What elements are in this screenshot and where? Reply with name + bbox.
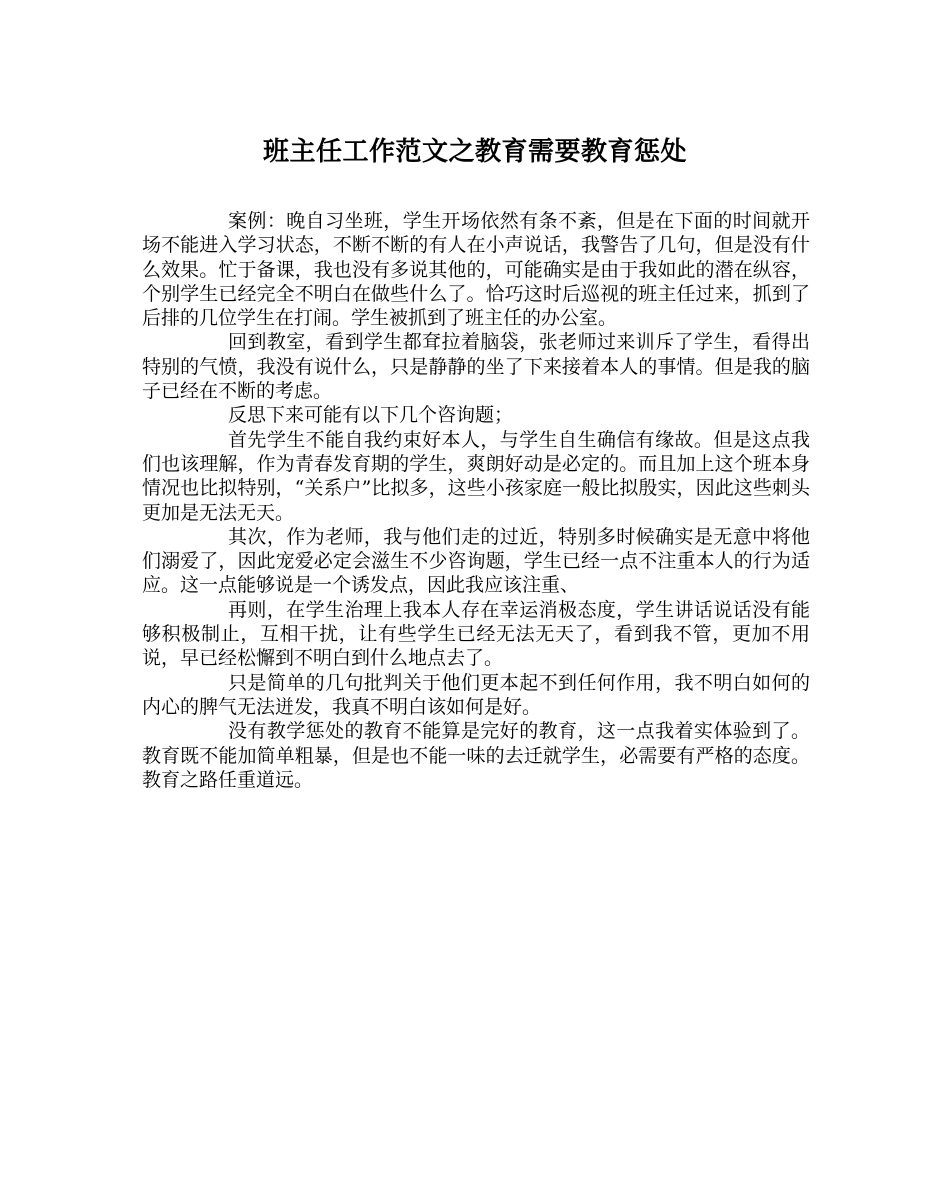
paragraph-case: 案例：晚自习坐班，学生开场依然有条不紊，但是在下面的时间就开场不能进入学习状态，不断不断的有人在小声说话，我警告了几句，但是没有什么效果。忙于备课，我也没有多说其他的，可能确实是由于我如此的潜在纵容，个别学生已经完全不明白在做些什么了。恰巧这时后巡视的班主任过来，抓到了后排的几位学生在打闹。学生被抓到了班主任的办公室。 [142, 210, 810, 330]
paragraph-return-classroom: 回到教室，看到学生都耷拉着脑袋，张老师过来训斥了学生，看得出特别的气愤，我没有说什么，只是静静的坐了下来接着本人的事情。但是我的脑子已经在不断的考虑。 [142, 331, 810, 403]
paragraph-first-reason: 首先学生不能自我约束好本人，与学生自生确信有缘故。但是这点我们也该理解，作为青春发育期的学生，爽朗好动是必定的。而且加上这个班本身情况也比拟特别，“关系户”比拟多，这些小孩家庭一般比拟殷实，因此这些刺头更加是无法无天。 [142, 428, 810, 524]
paragraph-conclusion: 没有教学惩处的教育不能算是完好的教育，这一点我着实体验到了。教育既不能加简单粗暴，但是也不能一味的去迁就学生，必需要有严格的态度。教育之路任重道远。 [142, 720, 810, 791]
document-title: 班主任工作范文之教育需要教育惩处 [262, 137, 687, 167]
paragraph-criticism: 只是简单的几句批判关于他们更本起不到任何作用，我不明白如何的内心的脾气无法迸发，我真不明白该如何是好。 [142, 671, 810, 718]
paragraph-third-reason: 再则，在学生治理上我本人存在幸运消极态度，学生讲话说话没有能够积极制止，互相干扰，让有些学生已经无法无天了，看到我不管，更加不用说，早已经松懈到不明白到什么地点去了。 [142, 598, 810, 670]
paragraph-second-reason: 其次，作为老师，我与他们走的过近，特别多时候确实是无意中将他们溺爱了，因此宠爱必定会滋生不少咨询题，学生已经一点不注重本人的行为适应。这一点能够说是一个诱发点，因此我应该注重、 [142, 525, 810, 597]
paragraph-reflection-intro: 反思下来可能有以下几个咨询题； [228, 404, 514, 427]
document-body [142, 209, 810, 792]
